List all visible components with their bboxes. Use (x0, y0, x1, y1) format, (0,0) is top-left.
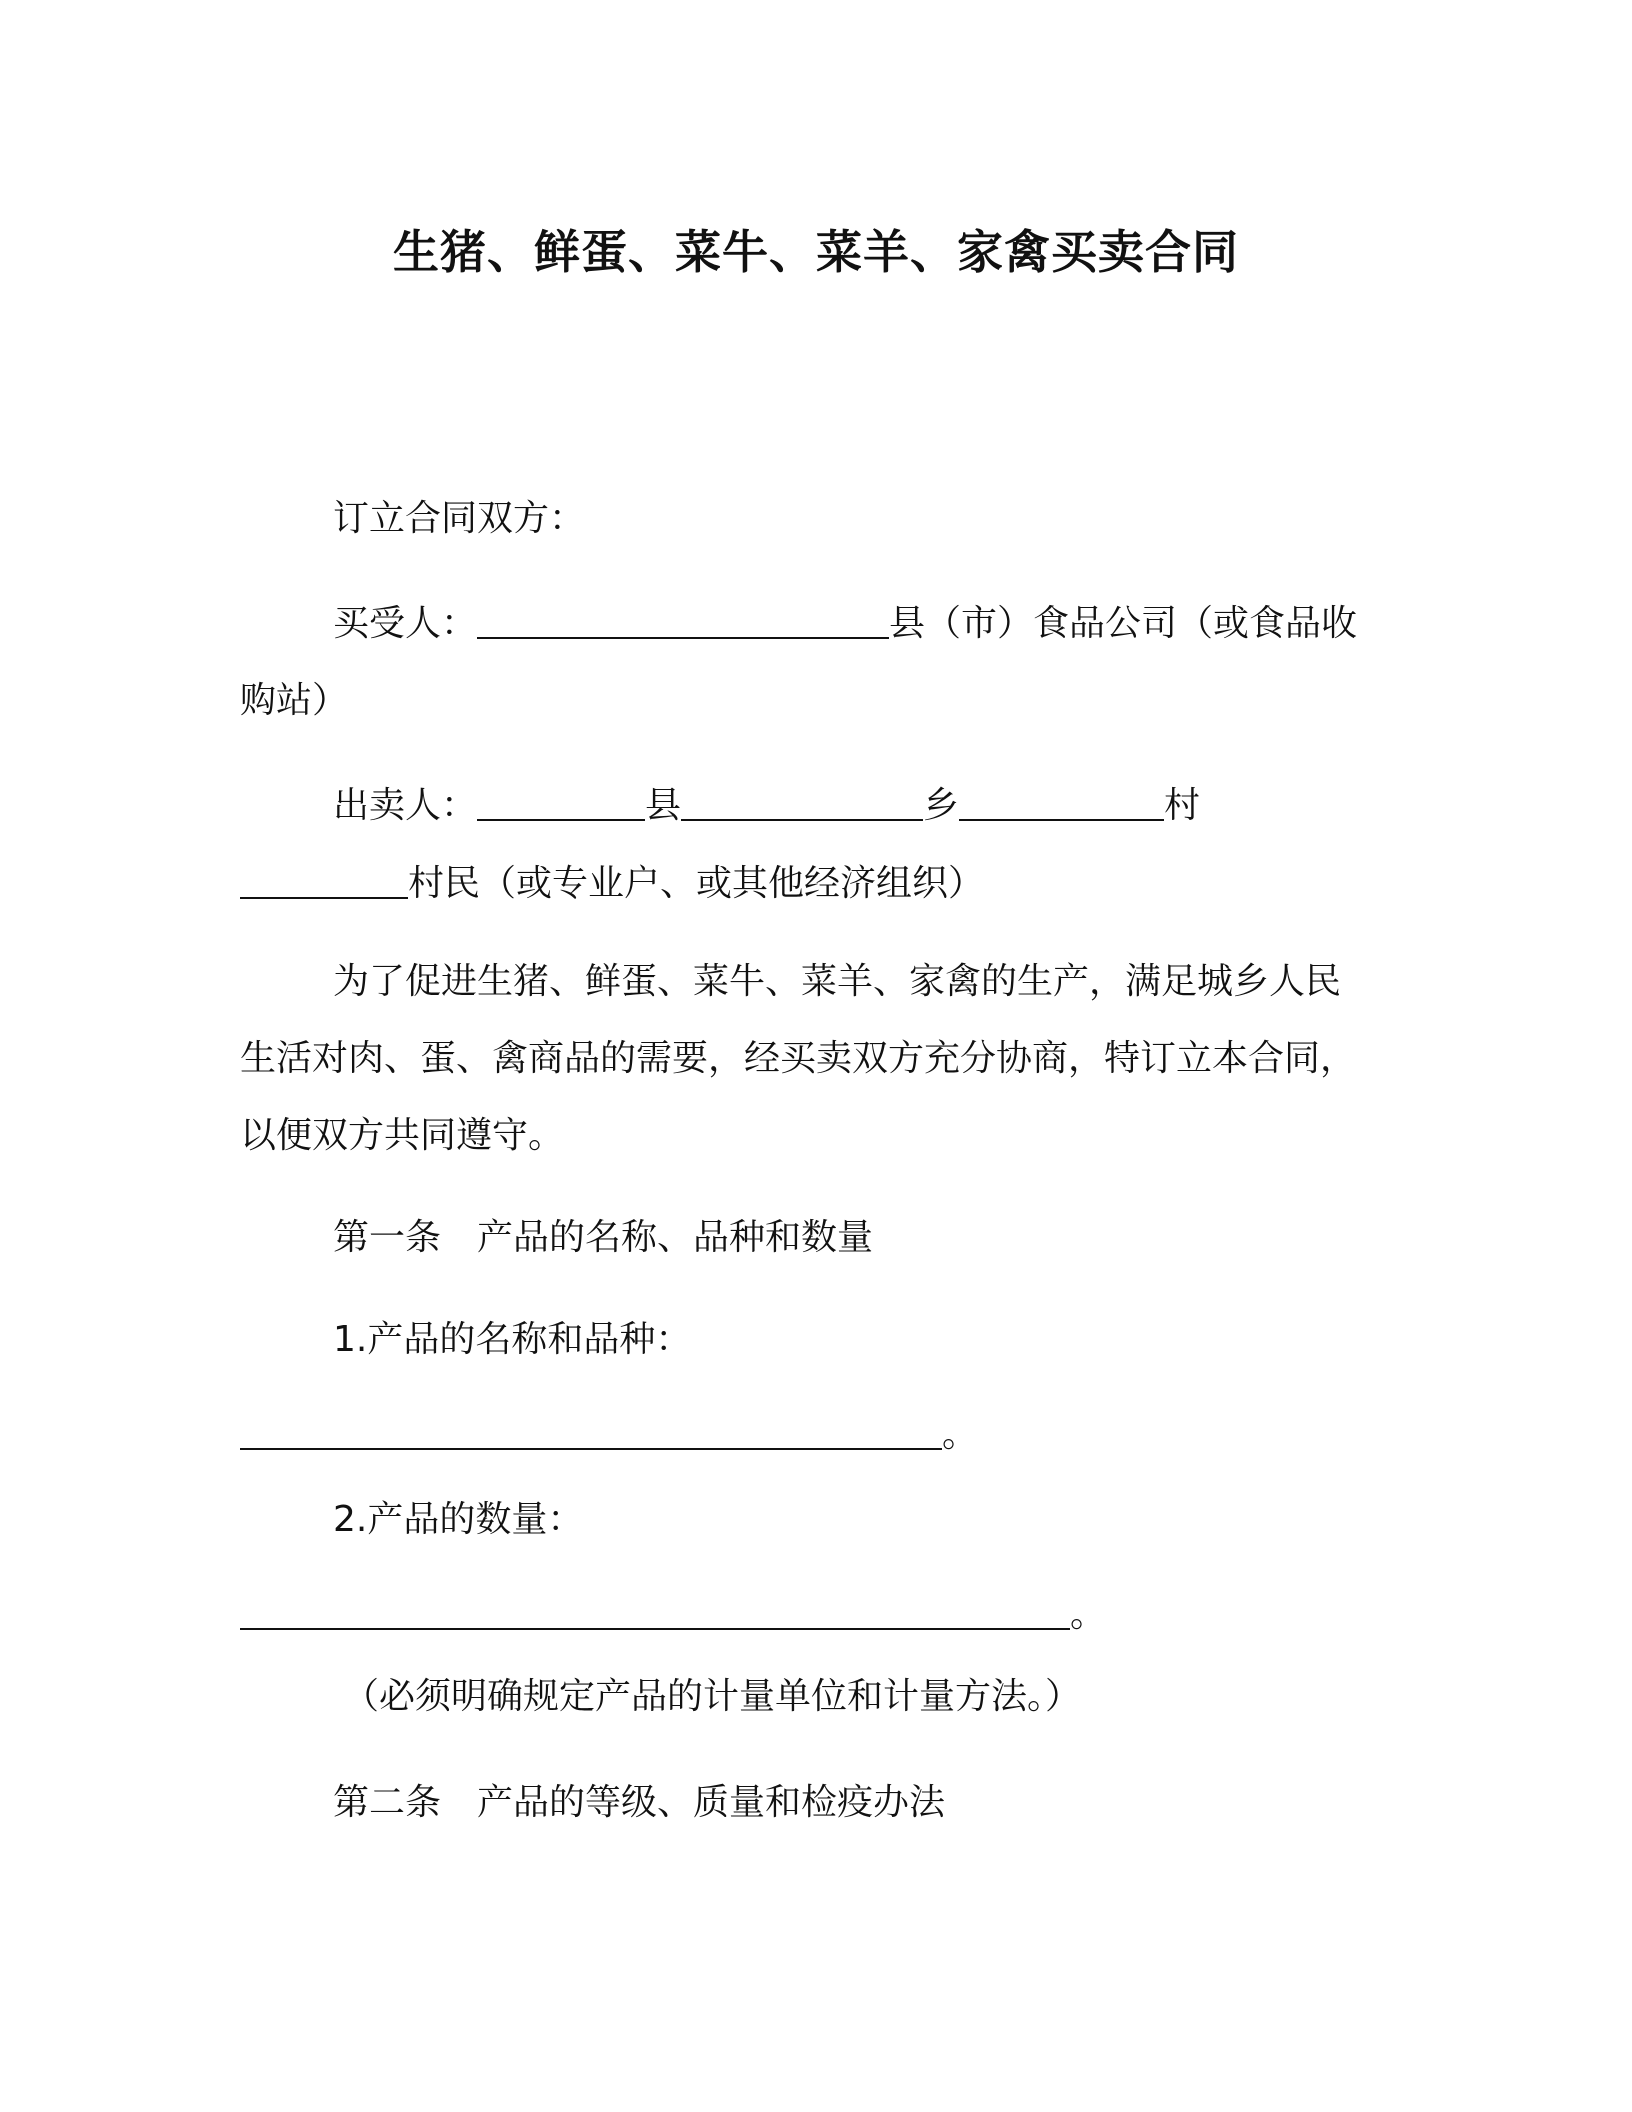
measurement-note: （必须明确规定产品的计量单位和计量方法。） (343, 1676, 1082, 1717)
seller-label: 出卖人： (333, 785, 478, 826)
parties-heading: 订立合同双方： (333, 498, 586, 539)
buyer-suffix: 县（市）食品公司（或食品收 (889, 603, 1358, 644)
seller-village-label: 村 (1164, 785, 1201, 826)
product-quantity-blank[interactable] (240, 1592, 1070, 1630)
preamble-line-3: 以便双方共同遵守。 (240, 1115, 565, 1156)
seller-line-continued (240, 857, 984, 908)
buyer-line-continued: 购站） (240, 680, 349, 721)
item-2-end: 。 (1070, 1594, 1107, 1635)
seller-villager-blank[interactable] (240, 861, 408, 899)
buyer-name-blank[interactable] (477, 601, 889, 639)
preamble-line-2: 生活对肉、蛋、禽商品的需要，经买卖双方充分协商，特订立本合同， (240, 1038, 1357, 1079)
article-1-heading: 第一条 产品的名称、品种和数量 (333, 1217, 874, 1258)
item-1-line (240, 1408, 978, 1459)
seller-township-blank[interactable] (681, 783, 923, 821)
seller-line (333, 779, 1200, 830)
seller-county-blank[interactable] (477, 783, 645, 821)
item-2-line (240, 1588, 1106, 1639)
buyer-line (333, 597, 1357, 648)
seller-township-label: 乡 (923, 785, 960, 826)
buyer-label: 买受人： (333, 603, 478, 644)
item-1-label: 1.产品的名称和品种： (333, 1319, 692, 1360)
article-2-heading: 第二条 产品的等级、质量和检疫办法 (333, 1782, 946, 1823)
item-1-end: 。 (942, 1414, 979, 1455)
preamble-line-1: 为了促进生猪、鲜蛋、菜牛、菜羊、家禽的生产，满足城乡人民 (333, 961, 1342, 1002)
product-name-blank[interactable] (240, 1412, 942, 1450)
item-2-label: 2.产品的数量： (333, 1499, 584, 1540)
seller-suffix: 村民（或专业户、或其他经济组织） (408, 863, 985, 904)
seller-county-label: 县 (645, 785, 682, 826)
seller-village-blank[interactable] (959, 783, 1164, 821)
document-title: 生猪、鲜蛋、菜牛、菜羊、家禽买卖合同 (393, 225, 1239, 279)
